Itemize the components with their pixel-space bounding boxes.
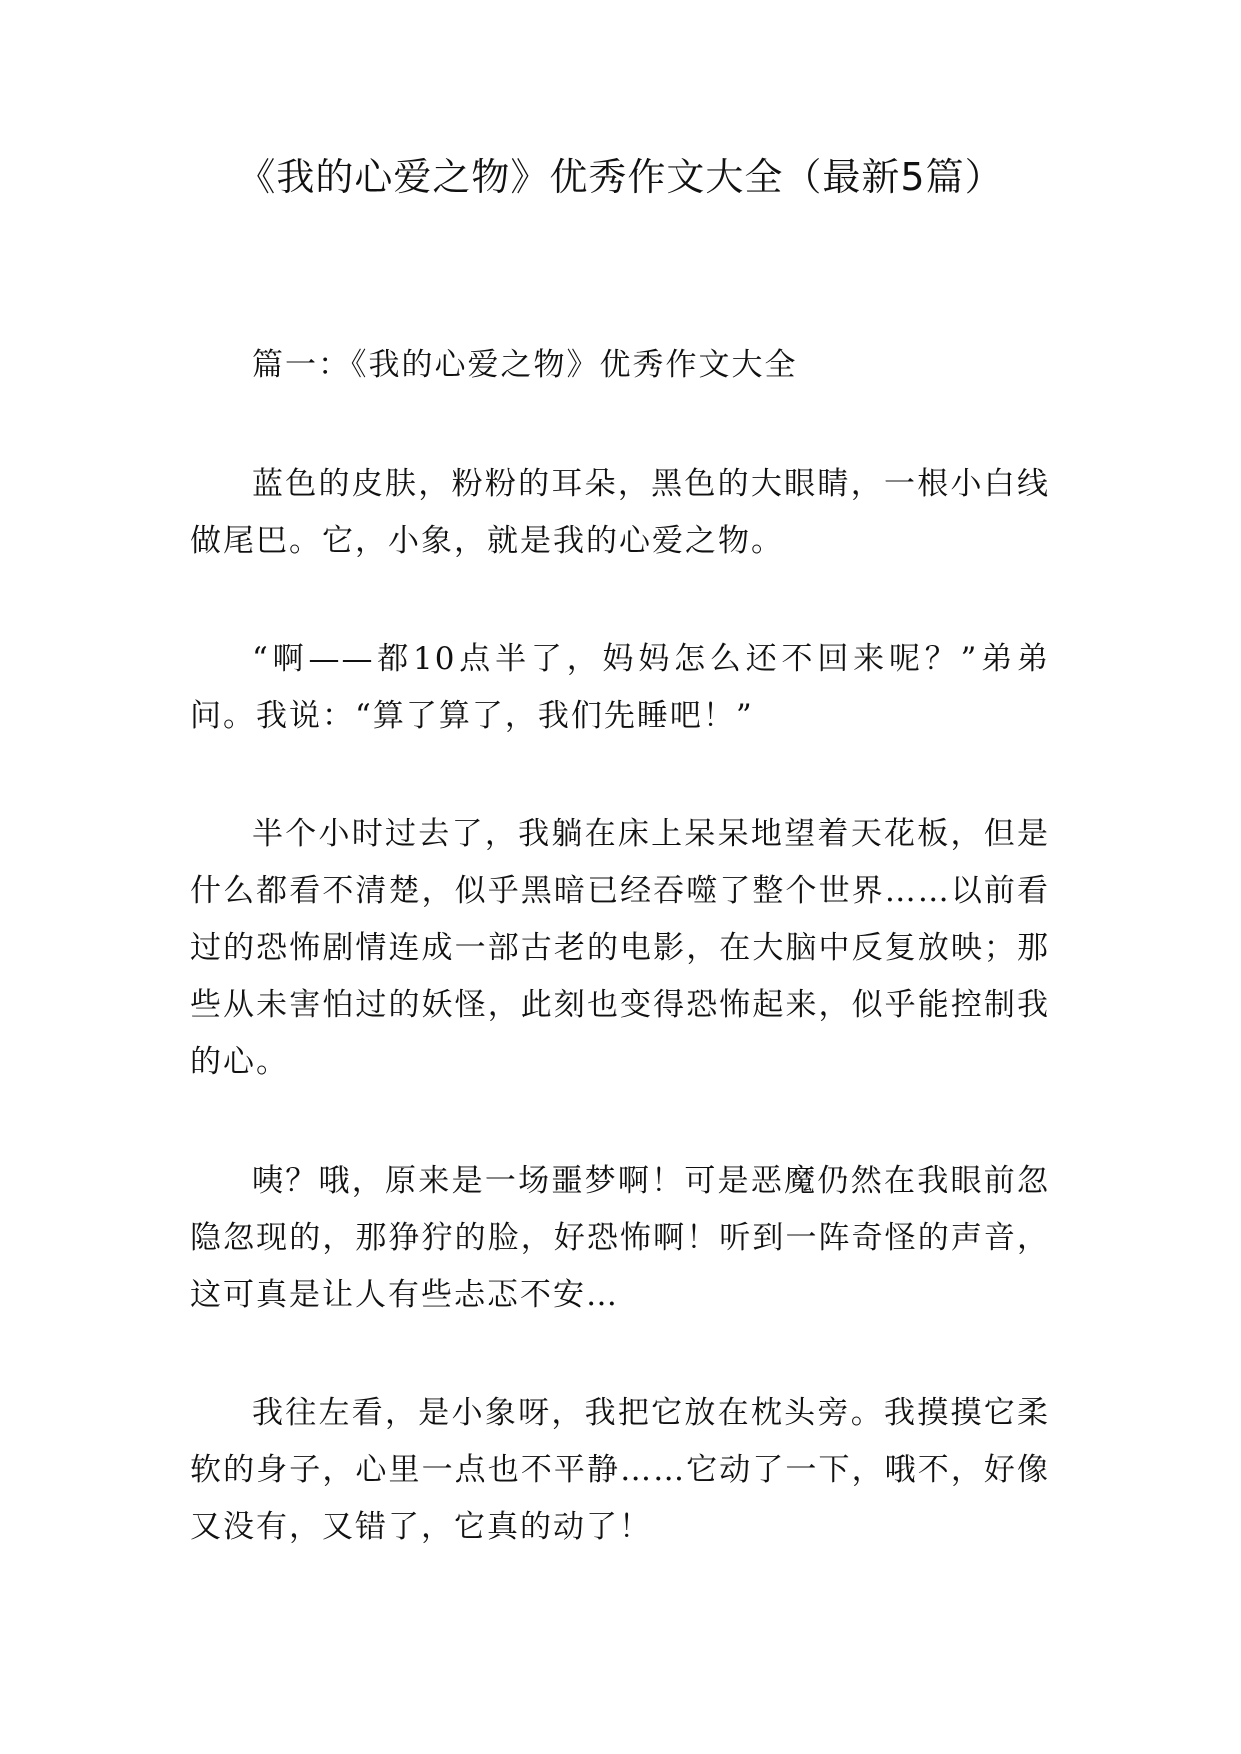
paragraph-text: 蓝色的皮肤，粉粉的耳朵，黑色的大眼睛，一根小白线做尾巴。它，小象，就是我的心爱之物。	[190, 466, 1050, 559]
paragraph-5	[190, 1385, 1050, 1556]
paragraph-2	[190, 631, 1050, 745]
paragraph-text: 咦？哦，原来是一场噩梦啊！可是恶魔仍然在我眼前忽隐忽现的，那狰狞的脸，好恐怖啊！听到一阵奇怪的声音，这可真是让人有些忐忑不安…	[190, 1163, 1050, 1313]
paragraph-3	[190, 806, 1050, 1091]
paragraph-text: 我往左看，是小象呀，我把它放在枕头旁。我摸摸它柔软的身子，心里一点也不平静……它动了一下，哦不，好像又没有，又错了，它真的动了！	[190, 1395, 1050, 1545]
paragraph-1	[190, 456, 1050, 570]
paragraph-4	[190, 1153, 1050, 1324]
paragraph-text: 半个小时过去了，我躺在床上呆呆地望着天花板，但是什么都看不清楚，似乎黑暗已经吞噬了整个世界……以前看过的恐怖剧情连成一部古老的电影，在大脑中反复放映；那些从未害怕过的妖怪，此刻也变得恐怖起来，似乎能控制我的心。	[190, 816, 1050, 1080]
paragraph-text: 篇一：《我的心爱之物》优秀作文大全	[252, 347, 798, 383]
paragraph-text: “啊——都10点半了，妈妈怎么还不回来呢？”弟弟问。我说：“算了算了，我们先睡吧！”	[190, 641, 1050, 734]
document-title: 《我的心爱之物》优秀作文大全（最新5篇）	[237, 155, 1004, 199]
section-heading	[190, 337, 1050, 394]
